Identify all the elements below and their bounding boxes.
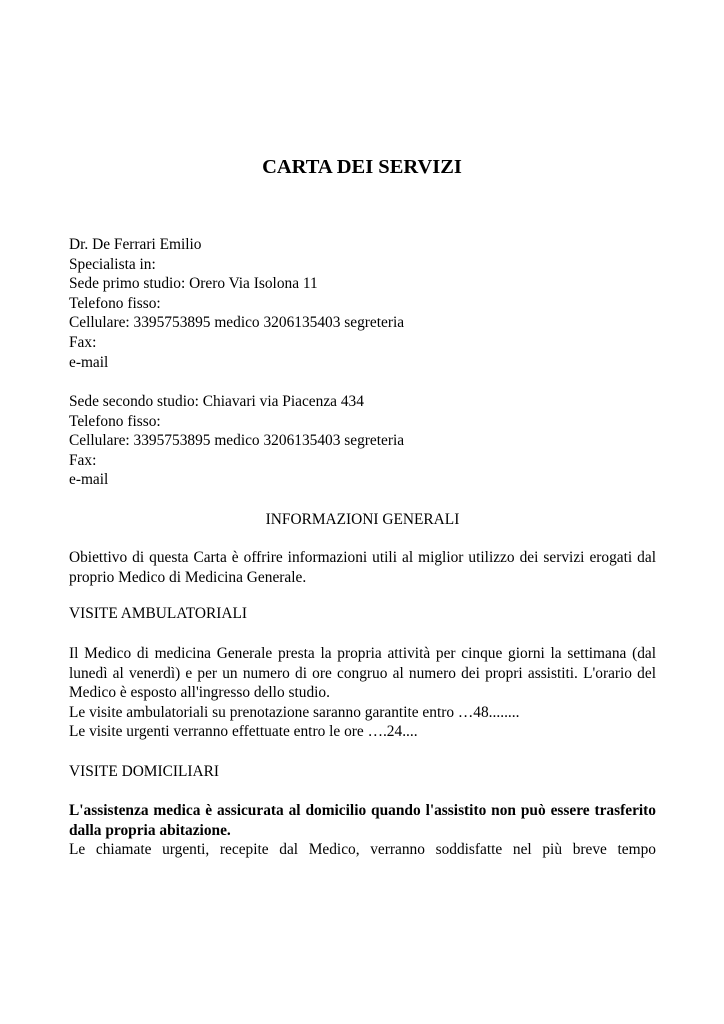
studio2-mobile: Cellulare: 3395753895 medico 3206135403 segreteria [69,432,405,450]
studio2-email: e-mail [69,471,109,489]
doctor-name: Dr. De Ferrari Emilio [69,236,202,253]
studio2-address: Sede secondo studio: Chiavari via Piacenza 434 [69,393,364,410]
studio1-email: e-mail [69,353,109,371]
studio1-address: Sede primo studio: Orero Via Isolona 11 [69,275,318,293]
section-informazioni-text: Obiettivo di questa Carta è offrire informazioni utili al miglior utilizzo dei servizi erogati dal proprio Medico di Medicina Generale. [69,549,656,586]
section-heading-ambulatoriali: VISITE AMBULATORIALI [69,605,247,622]
studio2-fax: Fax: [69,451,97,469]
section-ambulatoriali-block [69,644,656,742]
section-ambulatoriali-text: Il Medico di medicina Generale presta la propria attività per cinque giorni la settimana (dal lunedì al venerdì) e per un numero di ore congruo al numero dei propri assistiti. L'orario del Medico è esposto all'ingresso dello studio. [69,645,656,702]
doctor-info-block [69,235,656,372]
studio2-phone: Telefono fisso: [69,412,161,430]
studio1-phone: Telefono fisso: [69,294,161,312]
section-informazioni-text-block [69,548,656,587]
section-domiciliari-text: Le chiamate urgenti, recepite dal Medico, verranno soddisfatte nel più breve tempo [69,841,656,859]
studio1-mobile: Cellulare: 3395753895 medico 3206135403 segreteria [69,314,405,332]
studio2-info-block [69,392,656,490]
section-domiciliari-bold-text: L'assistenza medica è assicurata al domicilio quando l'assistito non può essere trasferito dalla propria abitazione. [69,802,656,839]
document-title: CARTA DEI SERVIZI [262,156,462,178]
section-heading-domiciliari: VISITE DOMICILIARI [69,763,220,780]
studio1-fax: Fax: [69,333,97,351]
visite-prenotazione-line: Le visite ambulatoriali su prenotazione saranno garantite entro …48........ [69,703,520,721]
section-domiciliari-block [69,801,656,860]
section-heading-informazioni: INFORMAZIONI GENERALI [265,511,460,528]
doctor-specialization: Specialista in: [69,255,156,273]
visite-urgenti-line: Le visite urgenti verranno effettuate entro le ore ….24.... [69,723,418,741]
